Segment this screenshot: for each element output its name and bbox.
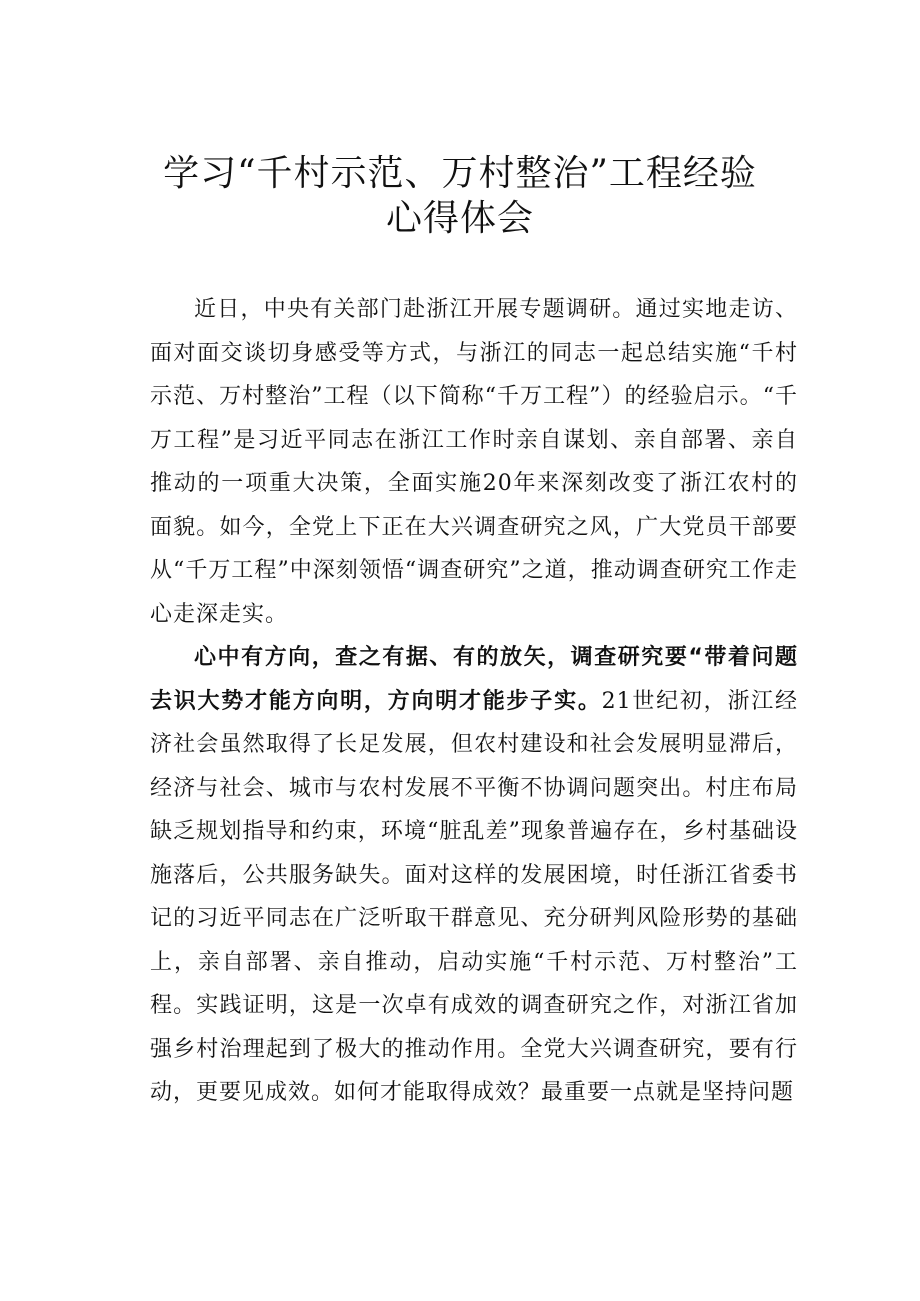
document-title-line1: 学习“千村示范、万村整治”工程经验	[163, 153, 757, 194]
paragraph-section-one	[150, 636, 798, 1115]
section-heading-bold: 心中有方向，查之有据、有的放矢，调查研究要“带着问题去识大势才能方向明，方向明才能步子实。	[150, 645, 798, 714]
paragraph-intro: 近日，中央有关部门赴浙江开展专题调研。通过实地走访、面对面交谈切身感受等方式，与浙江的同志一起总结实施“千村示范、万村整治”工程（以下简称“千万工程”）的经验启示。“千万工程”是习近平同志在浙江工作时亲自谋划、亲自部署、亲自推动的一项重大决策，全面实施20年来深刻改变了浙江农村的面貌。如今，全党上下正在大兴调查研究之风，广大党员干部要从“千万工程”中深刻领悟“调查研究”之道，推动调查研究工作走心走深走实。	[150, 297, 798, 627]
section-body-text: 21世纪初，浙江经济社会虽然取得了长足发展，但农村建设和社会发展明显滞后，经济与社会、城市与农村发展不平衡不协调问题突出。村庄布局缺乏规划指导和约束，环境“脏乱差”现象普遍存在，乡村基础设施落后，公共服务缺失。面对这样的发展困境，时任浙江省委书记的习近平同志在广泛听取干群意见、充分研判风险形势的基础上，亲自部署、亲自推动，启动实施“千村示范、万村整治”工程。实践证明，这是一次卓有成效的调查研究之作，对浙江省加强乡村治理起到了极大的推动作用。全党大兴调查研究，要有行动，更要见成效。如何才能取得成效？最重要一点就是坚持问题	[150, 688, 798, 1105]
document-title-line2: 心得体会	[385, 198, 534, 239]
document-body	[150, 288, 798, 1115]
